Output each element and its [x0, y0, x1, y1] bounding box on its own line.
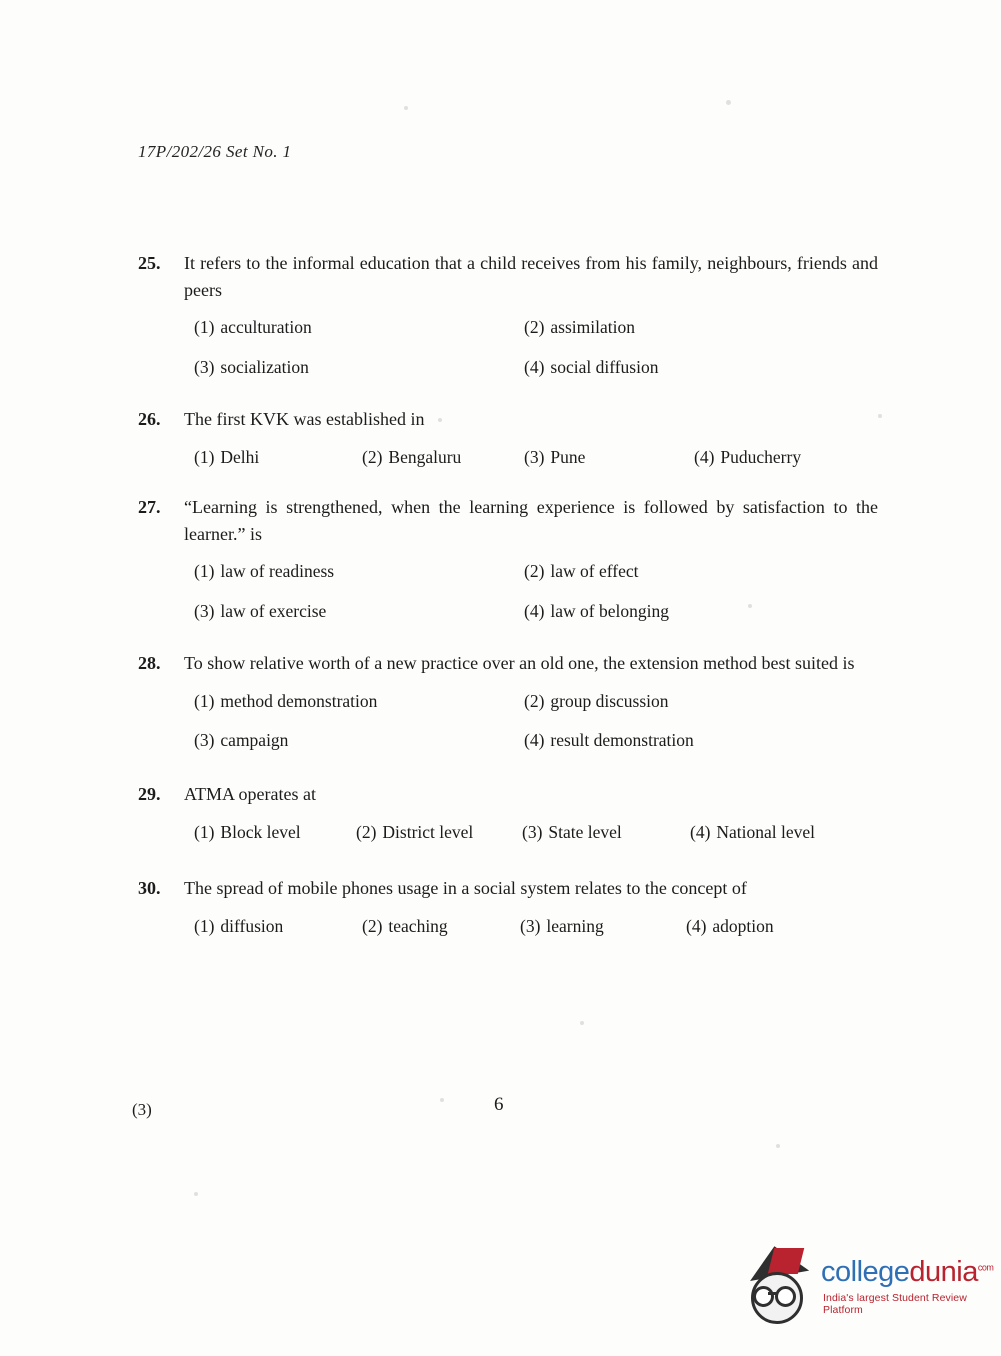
- question-text: “Learning is strengthened, when the learning experience is followed by satisfaction to the learner.” is: [184, 497, 878, 544]
- option-label: teaching: [388, 916, 448, 936]
- option-label: campaign: [220, 730, 289, 750]
- glasses-left-icon: [753, 1286, 774, 1307]
- option-label: law of readiness: [220, 561, 335, 582]
- option-4[interactable]: [524, 355, 878, 380]
- option-label: law of effect: [550, 561, 639, 582]
- option-label: social diffusion: [550, 356, 659, 377]
- option-marker: (1): [194, 822, 215, 842]
- option-marker: (3): [194, 600, 215, 621]
- option-marker: (4): [694, 446, 715, 467]
- question-text: ATMA operates at: [184, 784, 316, 805]
- option-1[interactable]: [194, 689, 524, 714]
- option-marker: (3): [520, 916, 541, 936]
- option-3[interactable]: [522, 820, 690, 845]
- option-label: assimilation: [550, 317, 635, 338]
- option-label: Delhi: [220, 446, 260, 467]
- question-heading: [138, 781, 878, 808]
- option-label: State level: [548, 822, 622, 842]
- question-text: To show relative worth of a new practice over an old one, the extension method best suited is: [184, 653, 855, 673]
- option-label: acculturation: [220, 317, 312, 338]
- question-heading: [138, 250, 878, 303]
- option-label: law of belonging: [550, 600, 669, 621]
- option-4[interactable]: [690, 820, 878, 845]
- option-label: National level: [716, 822, 816, 842]
- option-marker: (2): [524, 690, 545, 711]
- option-marker: (2): [524, 317, 545, 338]
- option-group: [138, 445, 878, 470]
- option-marker: (3): [522, 822, 543, 842]
- question-item: [138, 875, 878, 939]
- option-marker: (3): [524, 446, 545, 467]
- option-group: [138, 914, 878, 939]
- option-label: socialization: [220, 356, 309, 377]
- option-label: Bengaluru: [388, 446, 462, 467]
- question-text: It refers to the informal education that a child receives from his family, neighbours, friends and peers: [184, 253, 878, 300]
- question-number: 28.: [138, 653, 161, 673]
- option-marker: (4): [524, 600, 545, 621]
- scan-speck: [194, 1192, 198, 1196]
- option-2[interactable]: [524, 559, 878, 584]
- option-marker: (4): [524, 356, 545, 377]
- page-number: 6: [494, 1094, 504, 1115]
- option-marker: (4): [524, 730, 545, 750]
- question-number: 25.: [138, 253, 161, 273]
- option-label: diffusion: [220, 916, 284, 936]
- question-item: [138, 650, 878, 753]
- question-item: [138, 781, 878, 845]
- option-label: method demonstration: [220, 690, 378, 711]
- footer-set-marker: (3): [132, 1100, 152, 1119]
- option-4[interactable]: [686, 914, 878, 939]
- question-number: 30.: [138, 878, 161, 899]
- option-1[interactable]: [194, 315, 524, 340]
- option-group: [138, 820, 878, 845]
- option-label: Puducherry: [720, 446, 802, 467]
- option-1[interactable]: [194, 820, 356, 845]
- option-2[interactable]: [362, 445, 524, 470]
- question-heading: [138, 406, 878, 433]
- option-4[interactable]: [524, 728, 878, 753]
- graduate-avatar-icon: [741, 1246, 815, 1318]
- option-marker: (2): [362, 916, 383, 936]
- option-3[interactable]: [524, 445, 694, 470]
- option-marker: (3): [194, 730, 215, 750]
- option-marker: (1): [194, 690, 215, 711]
- option-label: group discussion: [550, 690, 669, 711]
- option-label: adoption: [712, 916, 774, 936]
- option-1[interactable]: [194, 445, 362, 470]
- collegedunia-watermark: [741, 1242, 994, 1326]
- wordmark-part1: college: [821, 1256, 910, 1288]
- scan-speck: [404, 106, 408, 110]
- option-3[interactable]: [194, 728, 524, 753]
- option-label: District level: [382, 822, 474, 842]
- option-label: Pune: [550, 446, 586, 467]
- option-marker: (1): [194, 916, 215, 936]
- option-marker: (3): [194, 356, 215, 377]
- scan-speck: [726, 100, 731, 105]
- option-3[interactable]: [194, 599, 524, 624]
- question-list: [138, 250, 878, 957]
- option-marker: (4): [690, 822, 711, 842]
- question-number: 26.: [138, 409, 161, 429]
- glasses-right-icon: [775, 1286, 796, 1307]
- question-item: [138, 250, 878, 380]
- option-2[interactable]: [362, 914, 520, 939]
- option-marker: (2): [524, 561, 545, 582]
- wordmark-superscript: com: [977, 1262, 994, 1273]
- option-4[interactable]: [524, 599, 878, 624]
- option-marker: (1): [194, 446, 215, 467]
- option-label: result demonstration: [550, 730, 694, 750]
- option-group: [138, 559, 878, 624]
- watermark-tagline: India's largest Student Review Platform: [823, 1292, 967, 1316]
- wordmark-part2: dunia: [909, 1256, 978, 1288]
- option-marker: (2): [356, 822, 377, 842]
- option-marker: (4): [686, 916, 707, 936]
- option-marker: (2): [362, 446, 383, 467]
- scan-speck: [580, 1021, 584, 1025]
- question-number: 27.: [138, 497, 161, 517]
- question-heading: [138, 875, 878, 902]
- scan-speck: [878, 414, 882, 418]
- exam-code-header: 17P/202/26 Set No. 1: [138, 142, 292, 161]
- option-2[interactable]: [524, 315, 878, 340]
- question-heading: [138, 494, 878, 547]
- option-label: Block level: [220, 822, 301, 842]
- option-group: [138, 689, 878, 754]
- option-2[interactable]: [356, 820, 522, 845]
- scan-speck: [440, 1098, 444, 1102]
- option-label: learning: [546, 916, 604, 936]
- option-marker: (1): [194, 561, 215, 582]
- option-1[interactable]: [194, 914, 362, 939]
- question-item: [138, 494, 878, 624]
- glasses-bridge-icon: [768, 1292, 776, 1295]
- option-3[interactable]: [194, 355, 524, 380]
- option-label: law of exercise: [220, 600, 327, 621]
- question-number: 29.: [138, 784, 161, 805]
- option-marker: (1): [194, 317, 215, 338]
- option-2[interactable]: [524, 689, 878, 714]
- option-group: [138, 315, 878, 380]
- option-3[interactable]: [520, 914, 686, 939]
- option-1[interactable]: [194, 559, 524, 584]
- question-item: [138, 406, 878, 470]
- question-text: The spread of mobile phones usage in a social system relates to the concept of: [184, 878, 747, 899]
- watermark-wordmark: [821, 1256, 993, 1289]
- option-4[interactable]: [694, 445, 878, 470]
- question-heading: [138, 650, 878, 677]
- scan-speck: [776, 1144, 780, 1148]
- question-text: The first KVK was established in: [184, 409, 425, 429]
